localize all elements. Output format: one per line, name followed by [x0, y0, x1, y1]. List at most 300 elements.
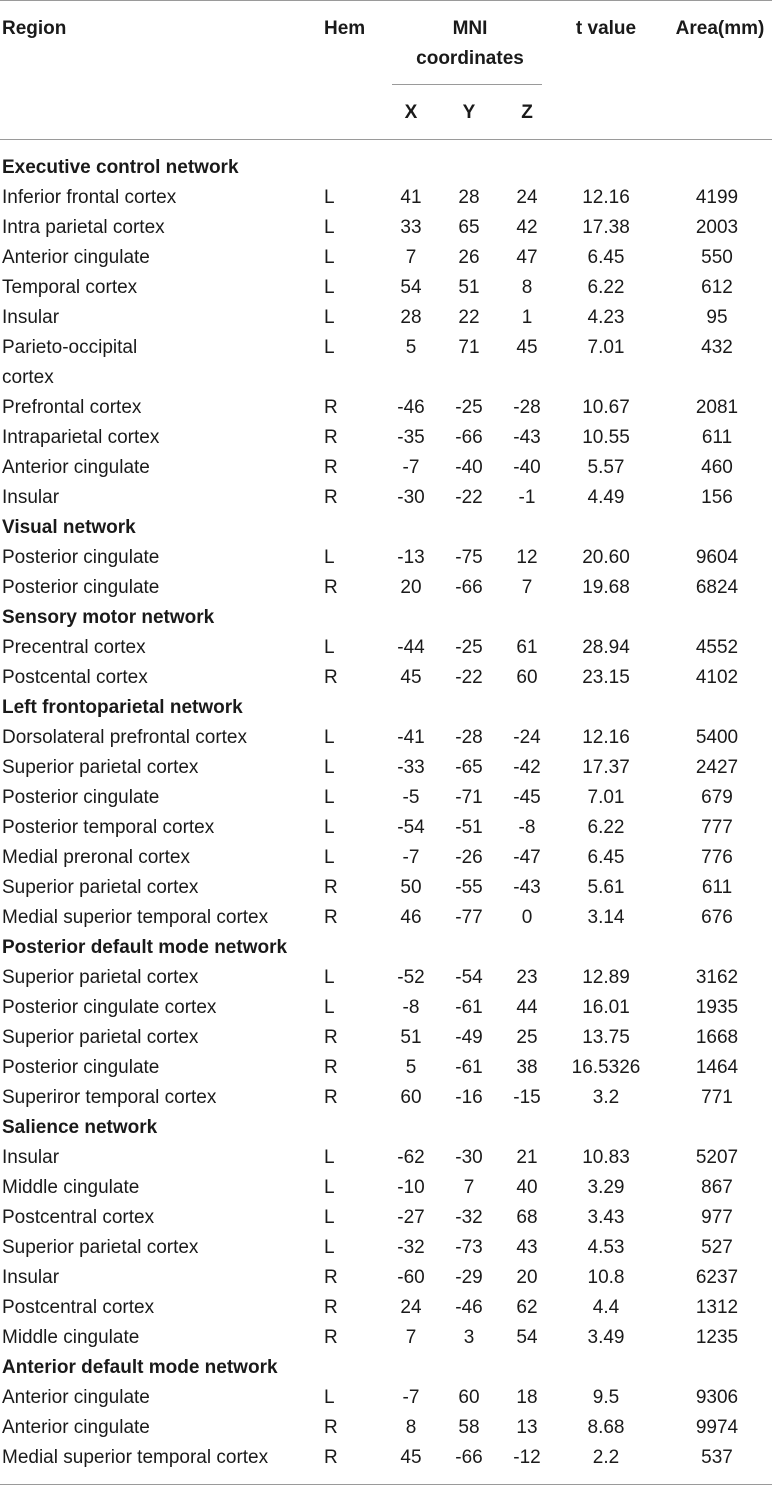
table-row: [0, 453, 772, 483]
cell-x: 5: [405, 1057, 417, 1078]
cell-area: 676: [701, 907, 733, 928]
cell-region: Anterior cingulate: [2, 1387, 150, 1408]
cell-hem: R: [324, 397, 338, 418]
cell-hem: R: [324, 907, 338, 928]
cell-x: 45: [400, 667, 422, 688]
section-row: [0, 933, 772, 963]
cell-z: 68: [516, 1207, 538, 1228]
table-row: [0, 573, 772, 603]
cell-hem: L: [324, 1387, 335, 1408]
table-row: [0, 813, 772, 843]
cell-z: -12: [513, 1447, 541, 1468]
cell-t-value: 4.53: [587, 1237, 625, 1258]
table-row: [0, 723, 772, 753]
cell-hem: L: [324, 307, 335, 328]
cell-hem: R: [324, 1057, 338, 1078]
section-row: [0, 513, 772, 543]
cell-region: Insular: [2, 307, 60, 328]
cell-region: Posterior cingulate: [2, 1057, 160, 1078]
cell-t-value: 12.16: [582, 727, 630, 748]
cell-hem: L: [324, 967, 335, 988]
cell-x: -52: [397, 967, 425, 988]
table-row: [0, 1143, 772, 1173]
cell-area: 527: [701, 1237, 733, 1258]
cell-hem: L: [324, 817, 335, 838]
cell-hem: L: [324, 1237, 335, 1258]
cell-region: Medial superior temporal cortex: [2, 1447, 269, 1468]
mni-rule: [392, 84, 542, 85]
cell-area: 1668: [695, 1027, 739, 1048]
cell-area: 5207: [695, 1147, 739, 1168]
cell-area: 679: [701, 787, 733, 808]
cell-z: -28: [513, 397, 541, 418]
cell-region: Anterior cingulate: [2, 457, 150, 478]
cell-region: Precentral cortex: [2, 637, 146, 658]
cell-area: 9604: [695, 547, 739, 568]
cell-region: Intra parietal cortex: [2, 217, 165, 238]
cell-x: 51: [400, 1027, 422, 1048]
cell-t-value: 16.01: [582, 997, 630, 1018]
cell-t-value: 13.75: [582, 1027, 630, 1048]
table-row: [0, 543, 772, 573]
cell-z: 24: [516, 187, 538, 208]
cell-t-value: 6.45: [587, 847, 625, 868]
cell-area: 5400: [695, 727, 739, 748]
cell-y: -54: [455, 967, 483, 988]
cell-t-value: 10.67: [582, 397, 630, 418]
cell-hem: R: [324, 667, 338, 688]
cell-t-value: 6.22: [587, 277, 625, 298]
cell-y: -28: [455, 727, 483, 748]
cell-y: -71: [455, 787, 483, 808]
cell-y: -22: [455, 487, 483, 508]
cell-region: Insular: [2, 487, 60, 508]
cell-area: 2003: [695, 217, 739, 238]
cell-area: 771: [701, 1087, 733, 1108]
cell-area: 776: [701, 847, 733, 868]
cell-z: 1: [521, 307, 533, 328]
cell-hem: R: [324, 1417, 338, 1438]
cell-area: 156: [701, 487, 733, 508]
cell-x: -33: [397, 757, 425, 778]
cell-y: 26: [458, 247, 480, 268]
table-row: [0, 1443, 772, 1473]
header-area: Area(mm): [675, 18, 765, 39]
section-label: Sensory motor network: [2, 607, 215, 628]
cell-y: -61: [455, 997, 483, 1018]
cell-t-value: 4.4: [592, 1297, 620, 1318]
cell-z: 40: [516, 1177, 538, 1198]
cell-area: 777: [701, 817, 733, 838]
cell-x: 46: [400, 907, 422, 928]
cell-region: Medial superior temporal cortex: [2, 907, 269, 928]
cell-x: 33: [400, 217, 422, 238]
cell-y: -65: [455, 757, 483, 778]
header-region: Region: [2, 18, 67, 39]
table-row: [0, 1263, 772, 1293]
cell-y: -46: [455, 1297, 483, 1318]
cell-y: -66: [455, 577, 483, 598]
cell-region-continued: cortex: [2, 367, 54, 388]
cell-area: 2427: [695, 757, 739, 778]
cell-hem: L: [324, 1147, 335, 1168]
table-row: [0, 333, 772, 393]
cell-t-value: 19.68: [582, 577, 630, 598]
table-row: [0, 213, 772, 243]
cell-hem: R: [324, 1327, 338, 1348]
cell-area: 1464: [695, 1057, 739, 1078]
cell-area: 612: [701, 277, 733, 298]
table-row: [0, 393, 772, 423]
cell-hem: R: [324, 1297, 338, 1318]
cell-region: Medial preronal cortex: [2, 847, 190, 868]
cell-t-value: 6.22: [587, 817, 625, 838]
cell-x: 28: [400, 307, 422, 328]
cell-y: -66: [455, 427, 483, 448]
cell-y: -66: [455, 1447, 483, 1468]
header-rule: [0, 139, 772, 140]
cell-hem: L: [324, 847, 335, 868]
cell-z: -15: [513, 1087, 541, 1108]
bottom-rule: [0, 1484, 772, 1485]
table-row: [0, 993, 772, 1023]
cell-hem: R: [324, 457, 338, 478]
section-label: Salience network: [2, 1117, 158, 1138]
cell-y: -49: [455, 1027, 483, 1048]
cell-area: 1312: [695, 1297, 739, 1318]
cell-y: 58: [458, 1417, 480, 1438]
cell-area: 537: [701, 1447, 733, 1468]
cell-z: 47: [516, 247, 538, 268]
cell-x: -7: [402, 1387, 420, 1408]
cell-z: -47: [513, 847, 541, 868]
cell-z: 42: [516, 217, 538, 238]
section-label: Executive control network: [2, 157, 239, 178]
cell-x: 7: [405, 1327, 417, 1348]
cell-hem: R: [324, 1447, 338, 1468]
cell-hem: L: [324, 787, 335, 808]
cell-area: 432: [701, 337, 733, 358]
cell-hem: R: [324, 577, 338, 598]
cell-region: Superior parietal cortex: [2, 1237, 199, 1258]
cell-z: 0: [521, 907, 533, 928]
cell-x: -44: [397, 637, 425, 658]
cell-t-value: 3.49: [587, 1327, 625, 1348]
cell-region: Posterior cingulate: [2, 787, 160, 808]
cell-area: 9306: [695, 1387, 739, 1408]
cell-t-value: 6.45: [587, 247, 625, 268]
cell-x: -62: [397, 1147, 425, 1168]
section-row: [0, 1113, 772, 1143]
table-row: [0, 1053, 772, 1083]
table-row: [0, 843, 772, 873]
cell-region: Posterior cingulate: [2, 577, 160, 598]
cell-z: 62: [516, 1297, 538, 1318]
cell-y: -75: [455, 547, 483, 568]
cell-hem: R: [324, 1027, 338, 1048]
table-row: [0, 243, 772, 273]
section-label: Anterior default mode network: [2, 1357, 278, 1378]
cell-x: -54: [397, 817, 425, 838]
header-mni-line2: coordinates: [416, 48, 524, 69]
cell-y: -25: [455, 637, 483, 658]
section-label: Visual network: [2, 517, 136, 538]
cell-x: -10: [397, 1177, 425, 1198]
cell-y: 7: [463, 1177, 475, 1198]
cell-region: Superior parietal cortex: [2, 757, 199, 778]
cell-area: 6237: [695, 1267, 739, 1288]
cell-x: 41: [400, 187, 422, 208]
cell-x: 24: [400, 1297, 422, 1318]
table-row: [0, 483, 772, 513]
table-row: [0, 753, 772, 783]
cell-region: Insular: [2, 1147, 60, 1168]
cell-region: Insular: [2, 1267, 60, 1288]
top-rule: [0, 0, 772, 1]
table-row: [0, 1383, 772, 1413]
cell-y: -51: [455, 817, 483, 838]
cell-x: 8: [405, 1417, 417, 1438]
cell-area: 3162: [695, 967, 739, 988]
cell-t-value: 17.38: [582, 217, 630, 238]
cell-t-value: 17.37: [582, 757, 630, 778]
table-row: [0, 423, 772, 453]
cell-area: 1235: [695, 1327, 739, 1348]
cell-x: 5: [405, 337, 417, 358]
cell-z: 45: [516, 337, 538, 358]
cell-hem: L: [324, 217, 335, 238]
cell-region: Superiror temporal cortex: [2, 1087, 217, 1108]
cell-t-value: 12.16: [582, 187, 630, 208]
cell-hem: L: [324, 547, 335, 568]
cell-y: -22: [455, 667, 483, 688]
table-row: [0, 1083, 772, 1113]
section-row: [0, 1353, 772, 1383]
cell-hem: R: [324, 1267, 338, 1288]
section-label: Posterior default mode network: [2, 937, 288, 958]
table-row: [0, 1023, 772, 1053]
cell-x: -7: [402, 847, 420, 868]
table-row: [0, 1233, 772, 1263]
cell-region: Posterior cingulate cortex: [2, 997, 217, 1018]
cell-t-value: 28.94: [582, 637, 630, 658]
cell-z: 23: [516, 967, 538, 988]
cell-area: 460: [701, 457, 733, 478]
section-row: [0, 153, 772, 183]
table-row: [0, 963, 772, 993]
cell-hem: R: [324, 877, 338, 898]
cell-y: 51: [458, 277, 480, 298]
cell-z: -1: [518, 487, 536, 508]
cell-x: -35: [397, 427, 425, 448]
cell-z: -8: [518, 817, 536, 838]
cell-x: -41: [397, 727, 425, 748]
cell-y: -77: [455, 907, 483, 928]
cell-area: 4552: [695, 637, 739, 658]
cell-x: 7: [405, 247, 417, 268]
header-hem: Hem: [324, 18, 366, 39]
cell-x: 45: [400, 1447, 422, 1468]
cell-x: -46: [397, 397, 425, 418]
cell-hem: L: [324, 337, 335, 358]
cell-t-value: 10.83: [582, 1147, 630, 1168]
cell-y: 65: [458, 217, 480, 238]
cell-z: -43: [513, 877, 541, 898]
cell-z: -40: [513, 457, 541, 478]
cell-x: 54: [400, 277, 422, 298]
cell-hem: R: [324, 487, 338, 508]
cell-y: 60: [458, 1387, 480, 1408]
cell-z: 38: [516, 1057, 538, 1078]
cell-z: 7: [521, 577, 533, 598]
cell-hem: L: [324, 1207, 335, 1228]
cell-region: Posterior cingulate: [2, 547, 160, 568]
cell-hem: L: [324, 1177, 335, 1198]
cell-x: -60: [397, 1267, 425, 1288]
cell-z: 18: [516, 1387, 538, 1408]
cell-t-value: 5.61: [587, 877, 625, 898]
cell-x: -8: [402, 997, 420, 1018]
header-t-value: t value: [575, 18, 637, 39]
header-x: X: [404, 102, 418, 123]
table-row: [0, 1203, 772, 1233]
cell-region: Middle cingulate: [2, 1177, 140, 1198]
cell-t-value: 7.01: [587, 337, 625, 358]
cell-y: 71: [458, 337, 480, 358]
cell-t-value: 8.68: [587, 1417, 625, 1438]
cell-region: Anterior cingulate: [2, 247, 150, 268]
cell-t-value: 20.60: [582, 547, 630, 568]
cell-hem: L: [324, 247, 335, 268]
cell-t-value: 12.89: [582, 967, 630, 988]
cell-t-value: 4.49: [587, 487, 625, 508]
table-row: [0, 903, 772, 933]
cell-z: 8: [521, 277, 533, 298]
cell-y: 3: [463, 1327, 475, 1348]
cell-region: Prefrontal cortex: [2, 397, 142, 418]
cell-t-value: 3.43: [587, 1207, 625, 1228]
section-row: [0, 603, 772, 633]
cell-area: 977: [701, 1207, 733, 1228]
cell-z: -24: [513, 727, 541, 748]
header-y: Y: [462, 102, 476, 123]
cell-y: 28: [458, 187, 480, 208]
cell-area: 550: [701, 247, 733, 268]
cell-area: 611: [701, 877, 733, 898]
cell-area: 2081: [695, 397, 739, 418]
cell-area: 9974: [695, 1417, 739, 1438]
cell-z: 12: [516, 547, 538, 568]
cell-area: 4199: [695, 187, 739, 208]
cell-x: -27: [397, 1207, 425, 1228]
cell-region: Inferior frontal cortex: [2, 187, 177, 208]
cell-x: 50: [400, 877, 422, 898]
table-row: [0, 183, 772, 213]
cell-y: -73: [455, 1237, 483, 1258]
cell-region: Postcentral cortex: [2, 1297, 155, 1318]
cell-region: Superior parietal cortex: [2, 967, 199, 988]
cell-t-value: 4.23: [587, 307, 625, 328]
cell-area: 6824: [695, 577, 739, 598]
cell-hem: L: [324, 277, 335, 298]
section-row: [0, 693, 772, 723]
cell-x: -32: [397, 1237, 425, 1258]
cell-x: -30: [397, 487, 425, 508]
cell-y: -25: [455, 397, 483, 418]
table-row: [0, 1323, 772, 1353]
cell-area: 1935: [695, 997, 739, 1018]
table-row: [0, 273, 772, 303]
cell-z: 60: [516, 667, 538, 688]
cell-t-value: 23.15: [582, 667, 630, 688]
cell-y: -26: [455, 847, 483, 868]
cell-z: 43: [516, 1237, 538, 1258]
cell-region: Superior parietal cortex: [2, 877, 199, 898]
cell-region: Parieto-occipital: [2, 337, 138, 358]
cell-z: -43: [513, 427, 541, 448]
cell-hem: L: [324, 187, 335, 208]
cell-t-value: 9.5: [592, 1387, 620, 1408]
cell-y: 22: [458, 307, 480, 328]
cell-area: 4102: [695, 667, 739, 688]
table-row: [0, 1413, 772, 1443]
cell-z: -42: [513, 757, 541, 778]
cell-y: -29: [455, 1267, 483, 1288]
cell-region: Postcental cortex: [2, 667, 148, 688]
cell-x: 20: [400, 577, 422, 598]
cell-x: -5: [402, 787, 420, 808]
cell-z: 13: [516, 1417, 538, 1438]
cell-hem: L: [324, 727, 335, 748]
cell-hem: L: [324, 757, 335, 778]
cell-region: Postcentral cortex: [2, 1207, 155, 1228]
table-row: [0, 1293, 772, 1323]
cell-region: Intraparietal cortex: [2, 427, 160, 448]
cell-y: -61: [455, 1057, 483, 1078]
cell-hem: R: [324, 1087, 338, 1108]
cell-region: Temporal cortex: [2, 277, 138, 298]
cell-t-value: 10.55: [582, 427, 630, 448]
table-row: [0, 783, 772, 813]
cell-z: 21: [516, 1147, 538, 1168]
cell-y: -16: [455, 1087, 483, 1108]
cell-region: Posterior temporal cortex: [2, 817, 215, 838]
cell-z: 54: [516, 1327, 538, 1348]
cell-t-value: 3.29: [587, 1177, 625, 1198]
cell-y: -55: [455, 877, 483, 898]
cell-z: -45: [513, 787, 541, 808]
cell-z: 20: [516, 1267, 538, 1288]
cell-region: Superior parietal cortex: [2, 1027, 199, 1048]
cell-region: Dorsolateral prefrontal cortex: [2, 727, 247, 748]
cell-y: -30: [455, 1147, 483, 1168]
section-label: Left frontoparietal network: [2, 697, 243, 718]
cell-t-value: 5.57: [587, 457, 625, 478]
cell-hem: R: [324, 427, 338, 448]
cell-t-value: 3.2: [592, 1087, 620, 1108]
table-row: [0, 1173, 772, 1203]
cell-hem: L: [324, 997, 335, 1018]
table-row: [0, 873, 772, 903]
cell-y: -40: [455, 457, 483, 478]
cell-y: -32: [455, 1207, 483, 1228]
cell-area: 867: [701, 1177, 733, 1198]
cell-z: 44: [516, 997, 538, 1018]
cell-area: 95: [706, 307, 728, 328]
cell-hem: L: [324, 637, 335, 658]
table-row: [0, 663, 772, 693]
header-z: Z: [521, 102, 533, 123]
